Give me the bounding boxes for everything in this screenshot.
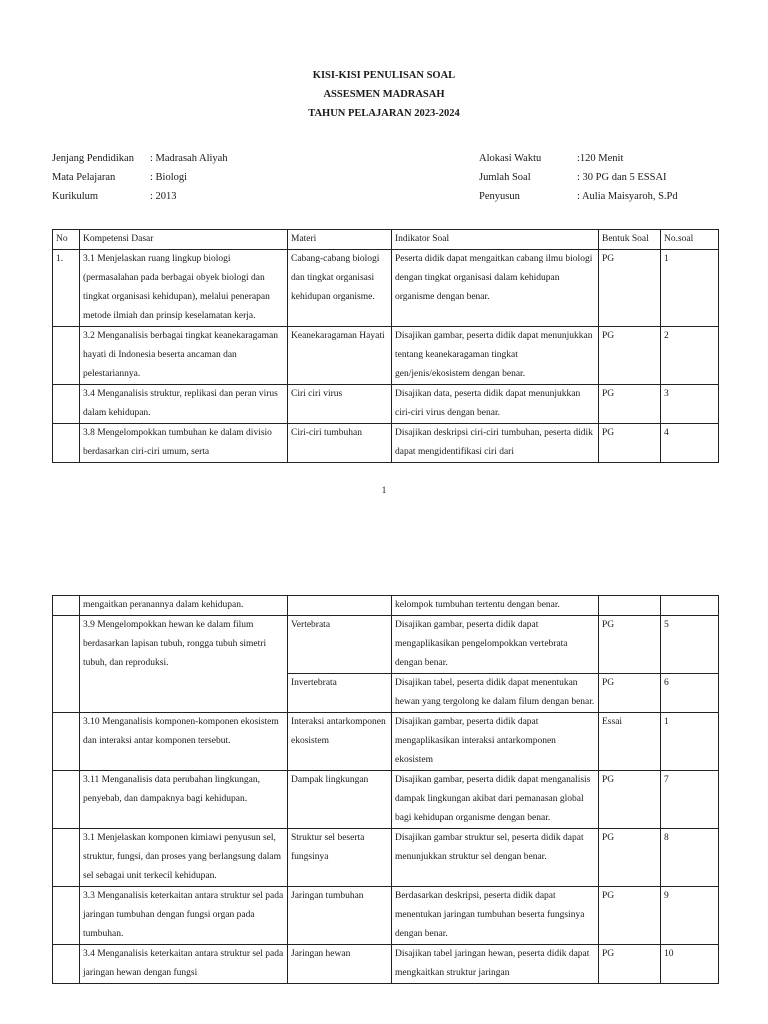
cell-materi: Dampak lingkungan bbox=[288, 771, 392, 829]
cell-kompetensi-dasar: 3.1 Menjelaskan komponen kimiawi penyusun sel, struktur, fungsi, dan proses yang berlangsung dalam sel sebagai unit terkecil kehidupan. bbox=[80, 829, 288, 887]
cell-indikator: Disajikan deskripsi ciri-ciri tumbuhan, peserta didik dapat mengidentifikasi ciri dari bbox=[392, 424, 599, 463]
info-label-kurikulum: Kurikulum bbox=[52, 191, 99, 202]
info-label-alokasi: Alokasi Waktu bbox=[479, 153, 542, 164]
cell-indikator: kelompok tumbuhan tertentu dengan benar. bbox=[392, 596, 599, 616]
cell-indikator: Disajikan gambar, peserta didik dapat menganalisis dampak lingkungan akibat dari pemanasan global bagi kehidupan organisme dengan benar. bbox=[392, 771, 599, 829]
cell-no bbox=[53, 945, 80, 984]
header-no: No bbox=[53, 230, 80, 250]
header-bentuk-soal: Bentuk Soal bbox=[599, 230, 661, 250]
cell-kompetensi-dasar: 3.4 Menganalisis keterkaitan antara struktur sel pada jaringan hewan dengan fungsi bbox=[80, 945, 288, 984]
header-materi: Materi bbox=[288, 230, 392, 250]
header-no-soal: No.soal bbox=[661, 230, 719, 250]
table-row bbox=[53, 327, 719, 385]
doc-title-line-3: TAHUN PELAJARAN 2023-2024 bbox=[308, 108, 460, 119]
cell-bentuk-soal bbox=[599, 596, 661, 616]
cell-materi: Interaksi antarkomponen ekosistem bbox=[288, 713, 392, 771]
cell-no-soal: 1 bbox=[661, 713, 719, 771]
cell-bentuk-soal: PG bbox=[599, 250, 661, 327]
cell-materi: Keanekaragaman Hayati bbox=[288, 327, 392, 385]
cell-kompetensi-dasar: 3.3 Menganalisis keterkaitan antara struktur sel pada jaringan tumbuhan dengan fungsi organ pada tumbuhan. bbox=[80, 887, 288, 945]
info-label-mapel: Mata Pelajaran bbox=[52, 172, 116, 183]
table-row bbox=[53, 385, 719, 424]
cell-materi bbox=[288, 596, 392, 616]
info-value-mapel: : Biologi bbox=[150, 172, 188, 183]
cell-bentuk-soal: PG bbox=[599, 674, 661, 713]
cell-bentuk-soal: PG bbox=[599, 424, 661, 463]
cell-materi: Vertebrata bbox=[288, 616, 392, 674]
cell-no bbox=[53, 385, 80, 424]
cell-kompetensi-dasar: 3.2 Menganalisis berbagai tingkat keanekaragaman hayati di Indonesia beserta ancaman dan pelestariannya. bbox=[80, 327, 288, 385]
cell-no-soal: 7 bbox=[661, 771, 719, 829]
cell-no-soal: 1 bbox=[661, 250, 719, 327]
cell-materi: Ciri ciri virus bbox=[288, 385, 392, 424]
kisi-kisi-table-page-1 bbox=[52, 229, 719, 463]
cell-materi: Invertebrata bbox=[288, 674, 392, 713]
table-row bbox=[53, 596, 719, 616]
cell-no bbox=[53, 829, 80, 887]
header-kompetensi-dasar: Kompetensi Dasar bbox=[80, 230, 288, 250]
page-number: 1 bbox=[381, 486, 387, 496]
cell-no-soal: 6 bbox=[661, 674, 719, 713]
table-header-row bbox=[53, 230, 719, 250]
table-row bbox=[53, 616, 719, 674]
info-label-penyusun: Penyusun bbox=[479, 191, 520, 202]
table-row bbox=[53, 945, 719, 984]
cell-materi: Jaringan hewan bbox=[288, 945, 392, 984]
cell-no-soal: 8 bbox=[661, 829, 719, 887]
cell-bentuk-soal: PG bbox=[599, 887, 661, 945]
cell-no-soal bbox=[661, 596, 719, 616]
cell-indikator: Disajikan gambar struktur sel, peserta didik dapat menunjukkan struktur sel dengan benar. bbox=[392, 829, 599, 887]
cell-bentuk-soal: PG bbox=[599, 327, 661, 385]
cell-indikator: Peserta didik dapat mengaitkan cabang ilmu biologi dengan tingkat organisasi dalam kehidupan organisme dengan benar. bbox=[392, 250, 599, 327]
info-value-penyusun: : Aulia Maisyaroh, S.Pd bbox=[577, 191, 678, 202]
doc-title-line-1: KISI-KISI PENULISAN SOAL bbox=[312, 70, 456, 81]
cell-no-soal: 10 bbox=[661, 945, 719, 984]
table-row bbox=[53, 829, 719, 887]
cell-kompetensi-dasar: mengaitkan peranannya dalam kehidupan. bbox=[80, 596, 288, 616]
cell-materi: Cabang-cabang biologi dan tingkat organisasi kehidupan organisme. bbox=[288, 250, 392, 327]
header-indikator-soal: Indikator Soal bbox=[392, 230, 599, 250]
cell-bentuk-soal: PG bbox=[599, 771, 661, 829]
cell-bentuk-soal: PG bbox=[599, 945, 661, 984]
cell-indikator: Disajikan gambar, peserta didik dapat mengaplikasikan interaksi antarkomponen ekosistem bbox=[392, 713, 599, 771]
cell-bentuk-soal: PG bbox=[599, 616, 661, 674]
info-value-jumlah: : 30 PG dan 5 ESSAI bbox=[577, 172, 667, 183]
cell-no bbox=[53, 327, 80, 385]
info-label-jenjang: Jenjang Pendidikan bbox=[52, 153, 134, 164]
cell-no-soal: 5 bbox=[661, 616, 719, 674]
cell-no-soal: 2 bbox=[661, 327, 719, 385]
cell-bentuk-soal: Essai bbox=[599, 713, 661, 771]
info-label-jumlah: Jumlah Soal bbox=[479, 172, 531, 183]
cell-materi: Struktur sel beserta fungsinya bbox=[288, 829, 392, 887]
cell-indikator: Disajikan tabel, peserta didik dapat menentukan hewan yang tergolong ke dalam filum dengan benar. bbox=[392, 674, 599, 713]
cell-no bbox=[53, 424, 80, 463]
cell-indikator: Disajikan tabel jaringan hewan, peserta didik dapat mengkaitkan struktur jaringan bbox=[392, 945, 599, 984]
cell-indikator: Disajikan data, peserta didik dapat menunjukkan ciri-ciri virus dengan benar. bbox=[392, 385, 599, 424]
cell-no-soal: 3 bbox=[661, 385, 719, 424]
cell-kompetensi-dasar: 3.11 Menganalisis data perubahan lingkungan, penyebab, dan dampaknya bagi kehidupan. bbox=[80, 771, 288, 829]
cell-indikator: Disajikan gambar, peserta didik dapat menunjukkan tentang keanekaragaman tingkat gen/jenis/ekosistem dengan benar. bbox=[392, 327, 599, 385]
cell-materi: Ciri-ciri tumbuhan bbox=[288, 424, 392, 463]
cell-kompetensi-dasar: 3.4 Menganalisis struktur, replikasi dan peran virus dalam kehidupan. bbox=[80, 385, 288, 424]
cell-no bbox=[53, 616, 80, 713]
table-row bbox=[53, 771, 719, 829]
document-page-2 bbox=[0, 520, 768, 1024]
doc-title-line-2: ASSESMEN MADRASAH bbox=[323, 89, 445, 100]
table-row bbox=[53, 424, 719, 463]
cell-indikator: Disajikan gambar, peserta didik dapat mengaplikasikan pengelompokkan vertebrata dengan benar. bbox=[392, 616, 599, 674]
cell-kompetensi-dasar: 3.1 Menjelaskan ruang lingkup biologi (permasalahan pada berbagai obyek biologi dan tingkat organisasi kehidupan), melalui penerapan metode ilmiah dan prinsip keselamatan kerja. bbox=[80, 250, 288, 327]
info-value-alokasi: :120 Menit bbox=[577, 153, 624, 164]
table-row bbox=[53, 250, 719, 327]
info-value-kurikulum: : 2013 bbox=[150, 191, 177, 202]
kisi-kisi-table-page-2 bbox=[52, 595, 719, 984]
cell-kompetensi-dasar: 3.10 Menganalisis komponen-komponen ekosistem dan interaksi antar komponen tersebut. bbox=[80, 713, 288, 771]
cell-indikator: Berdasarkan deskripsi, peserta didik dapat menentukan jaringan tumbuhan beserta fungsinya dengan benar. bbox=[392, 887, 599, 945]
cell-no-soal: 4 bbox=[661, 424, 719, 463]
info-value-jenjang: : Madrasah Aliyah bbox=[150, 153, 228, 164]
cell-no bbox=[53, 596, 80, 616]
cell-bentuk-soal: PG bbox=[599, 829, 661, 887]
table-row bbox=[53, 713, 719, 771]
cell-materi: Jaringan tumbuhan bbox=[288, 887, 392, 945]
cell-no bbox=[53, 887, 80, 945]
cell-no: 1. bbox=[53, 250, 80, 327]
cell-no bbox=[53, 713, 80, 771]
cell-bentuk-soal: PG bbox=[599, 385, 661, 424]
cell-no bbox=[53, 771, 80, 829]
cell-kompetensi-dasar: 3.8 Mengelompokkan tumbuhan ke dalam divisio berdasarkan ciri-ciri umum, serta bbox=[80, 424, 288, 463]
cell-kompetensi-dasar: 3.9 Mengelompokkan hewan ke dalam filum berdasarkan lapisan tubuh, rongga tubuh simetri tubuh, dan reproduksi. bbox=[80, 616, 288, 713]
cell-no-soal: 9 bbox=[661, 887, 719, 945]
table-row bbox=[53, 887, 719, 945]
